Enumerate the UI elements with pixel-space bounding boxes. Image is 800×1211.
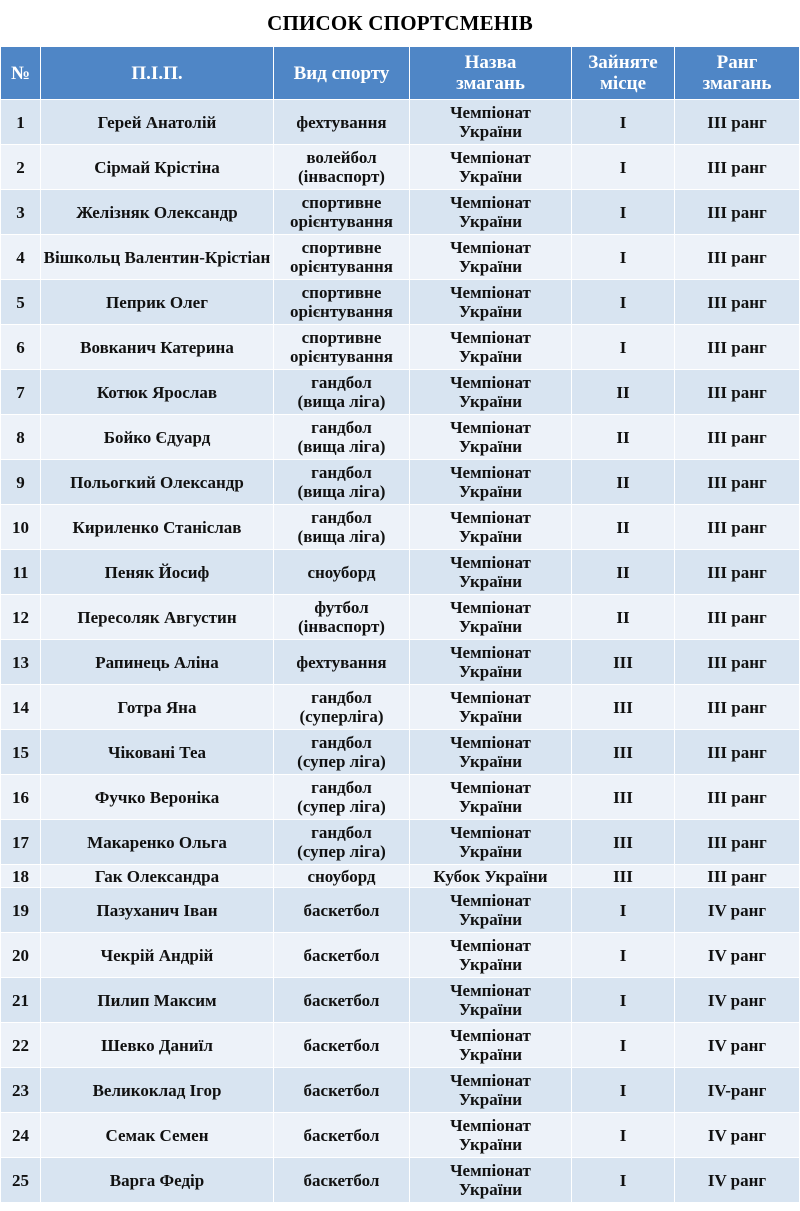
cell-rank: IV ранг xyxy=(675,1158,800,1203)
cell-number: 5 xyxy=(1,280,41,325)
cell-competition: Чемпіонат України xyxy=(410,1113,572,1158)
table-row xyxy=(1,1023,800,1068)
cell-name: Кириленко Станіслав xyxy=(41,505,274,550)
cell-place: I xyxy=(572,1113,675,1158)
table-row xyxy=(1,1158,800,1203)
cell-competition: Чемпіонат України xyxy=(410,370,572,415)
cell-number: 21 xyxy=(1,978,41,1023)
cell-sport: баскетбол xyxy=(274,978,410,1023)
cell-number: 6 xyxy=(1,325,41,370)
cell-sport: гандбол (вища ліга) xyxy=(274,505,410,550)
cell-name: Вовканич Катерина xyxy=(41,325,274,370)
table-row xyxy=(1,235,800,280)
header-sport: Вид спорту xyxy=(274,47,410,100)
cell-rank: III ранг xyxy=(675,235,800,280)
cell-competition: Чемпіонат України xyxy=(410,1158,572,1203)
cell-sport: фехтування xyxy=(274,640,410,685)
cell-place: I xyxy=(572,235,675,280)
cell-rank: IV ранг xyxy=(675,1113,800,1158)
cell-sport: баскетбол xyxy=(274,933,410,978)
cell-name: Пазуханич Іван xyxy=(41,888,274,933)
cell-place: I xyxy=(572,190,675,235)
cell-competition: Чемпіонат України xyxy=(410,190,572,235)
cell-name: Семак Семен xyxy=(41,1113,274,1158)
cell-number: 17 xyxy=(1,820,41,865)
cell-name: Рапинець Аліна xyxy=(41,640,274,685)
cell-place: I xyxy=(572,933,675,978)
cell-sport: баскетбол xyxy=(274,888,410,933)
cell-place: II xyxy=(572,595,675,640)
cell-competition: Кубок України xyxy=(410,865,572,888)
cell-number: 10 xyxy=(1,505,41,550)
cell-rank: III ранг xyxy=(675,415,800,460)
table-row xyxy=(1,888,800,933)
cell-rank: III ранг xyxy=(675,280,800,325)
cell-sport: гандбол (вища ліга) xyxy=(274,415,410,460)
cell-number: 4 xyxy=(1,235,41,280)
cell-number: 3 xyxy=(1,190,41,235)
cell-number: 20 xyxy=(1,933,41,978)
table-row xyxy=(1,933,800,978)
cell-sport: баскетбол xyxy=(274,1023,410,1068)
cell-competition: Чемпіонат України xyxy=(410,685,572,730)
cell-rank: III ранг xyxy=(675,145,800,190)
cell-name: Польогкий Олександр xyxy=(41,460,274,505)
cell-sport: фехтування xyxy=(274,100,410,145)
cell-name: Готра Яна xyxy=(41,685,274,730)
cell-place: III xyxy=(572,730,675,775)
cell-name: Шевко Даниїл xyxy=(41,1023,274,1068)
cell-rank: III ранг xyxy=(675,505,800,550)
cell-name: Пеняк Йосиф xyxy=(41,550,274,595)
cell-rank: III ранг xyxy=(675,190,800,235)
table-row xyxy=(1,550,800,595)
cell-place: II xyxy=(572,370,675,415)
table-row xyxy=(1,505,800,550)
cell-competition: Чемпіонат України xyxy=(410,550,572,595)
cell-sport: гандбол (вища ліга) xyxy=(274,460,410,505)
page-title: СПИСОК СПОРТСМЕНІВ xyxy=(267,11,533,35)
cell-place: III xyxy=(572,820,675,865)
cell-competition: Чемпіонат України xyxy=(410,595,572,640)
cell-rank: IV ранг xyxy=(675,978,800,1023)
cell-place: I xyxy=(572,325,675,370)
cell-competition: Чемпіонат України xyxy=(410,1023,572,1068)
cell-number: 2 xyxy=(1,145,41,190)
table-row xyxy=(1,865,800,888)
cell-competition: Чемпіонат України xyxy=(410,280,572,325)
cell-name: Герей Анатолій xyxy=(41,100,274,145)
cell-place: II xyxy=(572,460,675,505)
cell-name: Бойко Єдуард xyxy=(41,415,274,460)
cell-name: Чекрій Андрій xyxy=(41,933,274,978)
cell-name: Пилип Максим xyxy=(41,978,274,1023)
header-rank: Ранг змагань xyxy=(675,47,800,100)
cell-place: I xyxy=(572,888,675,933)
cell-sport: спортивне орієнтування xyxy=(274,280,410,325)
table-row xyxy=(1,775,800,820)
cell-rank: III ранг xyxy=(675,730,800,775)
cell-name: Гак Олександра xyxy=(41,865,274,888)
table-row xyxy=(1,280,800,325)
cell-number: 25 xyxy=(1,1158,41,1203)
cell-place: I xyxy=(572,1023,675,1068)
table-row xyxy=(1,370,800,415)
cell-place: II xyxy=(572,505,675,550)
cell-number: 22 xyxy=(1,1023,41,1068)
cell-rank: III ранг xyxy=(675,820,800,865)
table-row xyxy=(1,820,800,865)
cell-name: Чіковані Теа xyxy=(41,730,274,775)
cell-competition: Чемпіонат України xyxy=(410,820,572,865)
cell-number: 15 xyxy=(1,730,41,775)
cell-place: I xyxy=(572,100,675,145)
table-row xyxy=(1,730,800,775)
cell-competition: Чемпіонат України xyxy=(410,775,572,820)
cell-number: 16 xyxy=(1,775,41,820)
cell-competition: Чемпіонат України xyxy=(410,460,572,505)
cell-number: 14 xyxy=(1,685,41,730)
cell-place: II xyxy=(572,415,675,460)
cell-rank: III ранг xyxy=(675,550,800,595)
cell-rank: IV ранг xyxy=(675,933,800,978)
cell-competition: Чемпіонат України xyxy=(410,100,572,145)
header-place: Зайняте місце xyxy=(572,47,675,100)
cell-place: I xyxy=(572,978,675,1023)
cell-rank: III ранг xyxy=(675,685,800,730)
cell-number: 12 xyxy=(1,595,41,640)
table-row xyxy=(1,190,800,235)
cell-rank: IV ранг xyxy=(675,888,800,933)
cell-sport: гандбол (супер ліга) xyxy=(274,820,410,865)
cell-name: Великоклад Ігор xyxy=(41,1068,274,1113)
cell-name: Варга Федір xyxy=(41,1158,274,1203)
cell-name: Котюк Ярослав xyxy=(41,370,274,415)
cell-place: III xyxy=(572,865,675,888)
cell-competition: Чемпіонат України xyxy=(410,1068,572,1113)
cell-rank: III ранг xyxy=(675,100,800,145)
cell-name: Макаренко Ольга xyxy=(41,820,274,865)
cell-number: 13 xyxy=(1,640,41,685)
cell-number: 11 xyxy=(1,550,41,595)
cell-rank: III ранг xyxy=(675,640,800,685)
cell-number: 24 xyxy=(1,1113,41,1158)
cell-sport: футбол (інваспорт) xyxy=(274,595,410,640)
cell-rank: III ранг xyxy=(675,595,800,640)
table-row xyxy=(1,325,800,370)
cell-name: Пеприк Олег xyxy=(41,280,274,325)
cell-sport: сноуборд xyxy=(274,865,410,888)
cell-name: Сірмай Крістіна xyxy=(41,145,274,190)
cell-rank: III ранг xyxy=(675,370,800,415)
cell-competition: Чемпіонат України xyxy=(410,415,572,460)
cell-rank: III ранг xyxy=(675,325,800,370)
cell-competition: Чемпіонат України xyxy=(410,145,572,190)
table-row xyxy=(1,640,800,685)
cell-name: Желізняк Олександр xyxy=(41,190,274,235)
table-row xyxy=(1,415,800,460)
cell-sport: сноуборд xyxy=(274,550,410,595)
cell-rank: III ранг xyxy=(675,460,800,505)
header-name: П.І.П. xyxy=(41,47,274,100)
cell-sport: спортивне орієнтування xyxy=(274,325,410,370)
cell-number: 19 xyxy=(1,888,41,933)
table-row xyxy=(1,595,800,640)
table-row xyxy=(1,1068,800,1113)
cell-place: I xyxy=(572,145,675,190)
cell-place: III xyxy=(572,775,675,820)
cell-competition: Чемпіонат України xyxy=(410,325,572,370)
cell-sport: гандбол (суперліга) xyxy=(274,685,410,730)
table-row xyxy=(1,685,800,730)
cell-number: 7 xyxy=(1,370,41,415)
cell-competition: Чемпіонат України xyxy=(410,978,572,1023)
table-row xyxy=(1,1113,800,1158)
table-header-row xyxy=(1,47,800,100)
cell-number: 9 xyxy=(1,460,41,505)
cell-place: II xyxy=(572,550,675,595)
cell-place: I xyxy=(572,1158,675,1203)
cell-number: 18 xyxy=(1,865,41,888)
cell-place: III xyxy=(572,640,675,685)
cell-competition: Чемпіонат України xyxy=(410,730,572,775)
cell-number: 8 xyxy=(1,415,41,460)
table-row xyxy=(1,100,800,145)
cell-rank: IV ранг xyxy=(675,1023,800,1068)
cell-name: Вішкольц Валентин-Крістіан xyxy=(41,235,274,280)
cell-sport: баскетбол xyxy=(274,1113,410,1158)
cell-sport: спортивне орієнтування xyxy=(274,235,410,280)
cell-place: I xyxy=(572,1068,675,1113)
cell-sport: гандбол (супер ліга) xyxy=(274,775,410,820)
cell-rank: IV-ранг xyxy=(675,1068,800,1113)
cell-place: I xyxy=(572,280,675,325)
cell-name: Фучко Вероніка xyxy=(41,775,274,820)
athletes-table xyxy=(0,46,800,1203)
header-number: № xyxy=(1,47,41,100)
cell-competition: Чемпіонат України xyxy=(410,888,572,933)
cell-rank: III ранг xyxy=(675,865,800,888)
cell-rank: III ранг xyxy=(675,775,800,820)
cell-place: III xyxy=(572,685,675,730)
header-competition: Назва змагань xyxy=(410,47,572,100)
cell-competition: Чемпіонат України xyxy=(410,933,572,978)
cell-number: 23 xyxy=(1,1068,41,1113)
cell-sport: баскетбол xyxy=(274,1068,410,1113)
table-row xyxy=(1,145,800,190)
cell-number: 1 xyxy=(1,100,41,145)
cell-sport: гандбол (вища ліга) xyxy=(274,370,410,415)
cell-name: Пересоляк Августин xyxy=(41,595,274,640)
cell-sport: баскетбол xyxy=(274,1158,410,1203)
cell-sport: волейбол (інваспорт) xyxy=(274,145,410,190)
cell-competition: Чемпіонат України xyxy=(410,235,572,280)
cell-sport: спортивне орієнтування xyxy=(274,190,410,235)
cell-competition: Чемпіонат України xyxy=(410,640,572,685)
table-row xyxy=(1,978,800,1023)
table-row xyxy=(1,460,800,505)
cell-competition: Чемпіонат України xyxy=(410,505,572,550)
cell-sport: гандбол (супер ліга) xyxy=(274,730,410,775)
